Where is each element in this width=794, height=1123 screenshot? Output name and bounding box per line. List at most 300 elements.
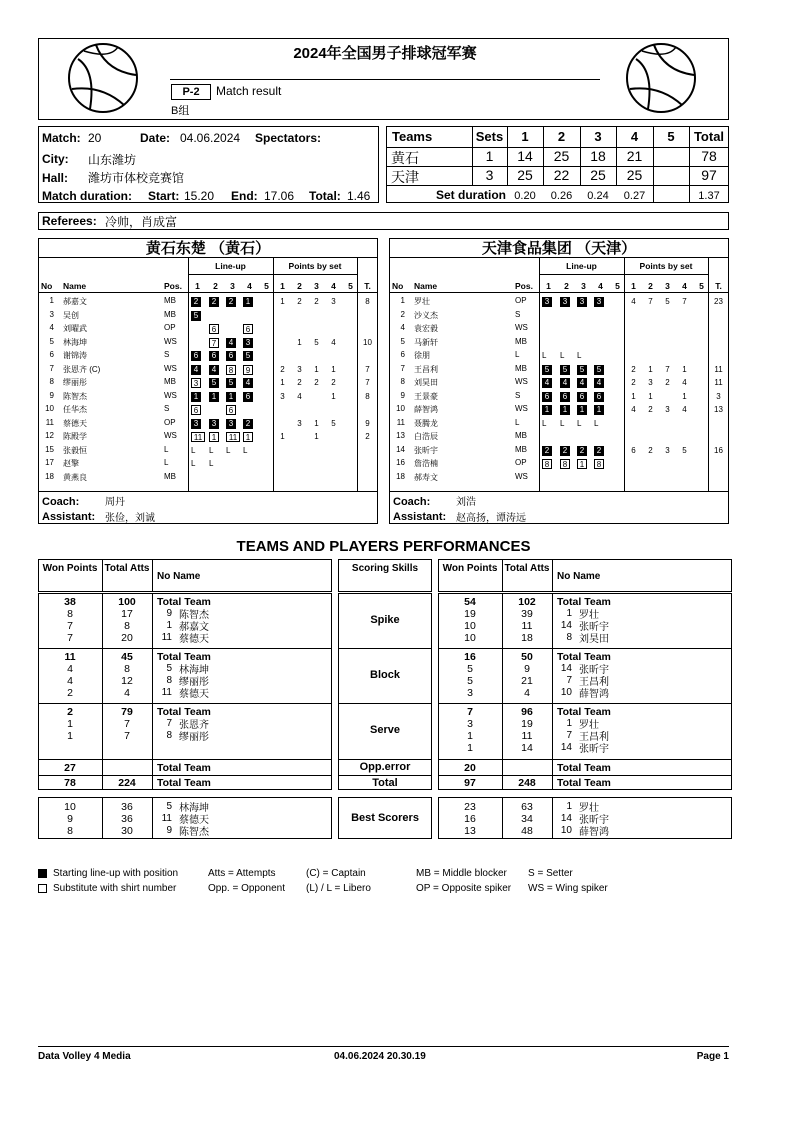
player-name: 蔡德天 (179, 634, 209, 645)
player-pos: WS (515, 323, 528, 332)
won-points: 7 (67, 632, 73, 644)
set-points: 1 (331, 391, 336, 401)
points-header: Points by set (288, 261, 342, 271)
score-sets: 1 (485, 148, 494, 164)
volleyball-icon-left (66, 41, 140, 115)
player-pos: OP (164, 323, 176, 332)
won-points: 4 (67, 663, 73, 675)
player-no: 1 (166, 620, 172, 631)
best-atts: 36 (121, 813, 133, 825)
player-total: 10 (363, 337, 372, 347)
set-points: 2 (297, 378, 302, 387)
skill-name: Serve (370, 724, 400, 736)
best-atts: 30 (121, 825, 133, 837)
score-header: Sets (475, 129, 504, 144)
lineup-mark: 2 (577, 446, 587, 456)
city-label: City: (42, 152, 69, 166)
team-name: 天津食品集团 （天津） (481, 240, 637, 257)
header-mid-rule (539, 274, 709, 275)
lineup-mark: 6 (226, 405, 236, 415)
total-rule (338, 775, 432, 776)
player-total: 8 (365, 297, 370, 306)
score-header: 2 (557, 129, 566, 144)
lineup-mark: 2 (594, 446, 604, 456)
set-points: 7 (665, 364, 670, 374)
opp-a-label: Total Team (157, 762, 211, 774)
set-points: 1 (280, 378, 285, 387)
legend-s: S = Setter (528, 868, 573, 879)
total-atts: 4 (124, 687, 130, 699)
player-no: 14 (396, 444, 405, 454)
set-duration: 0.20 (514, 190, 536, 202)
player-pos: L (164, 444, 169, 454)
lineup-mark: L (542, 351, 547, 360)
player-pos: L (164, 458, 169, 467)
lineup-mark: 5 (209, 378, 219, 388)
set-points: 1 (631, 391, 636, 401)
total-team-label: Total Team (557, 596, 611, 608)
player-no: 17 (45, 458, 54, 467)
match-date: 04.06.2024 (180, 131, 241, 145)
player-no: 11 (45, 417, 54, 427)
lineup-mark: 1 (594, 405, 604, 415)
player-pos: MB (515, 336, 527, 346)
lineup-mark: 11 (226, 432, 240, 442)
lineup-mark: 3 (209, 419, 219, 429)
set-points: 1 (314, 418, 319, 428)
lineup-mark: 3 (191, 378, 201, 388)
set-points: 4 (631, 297, 636, 306)
header-bottom-rule (38, 292, 378, 293)
player-name: 张恩齐 (C) (63, 364, 101, 374)
player-no: 10 (396, 404, 405, 413)
player-pos: MB (164, 309, 176, 319)
player-name: 罗壮 (414, 297, 430, 306)
set-points: 2 (648, 445, 653, 455)
player-name: 聂腾龙 (414, 418, 438, 428)
best-player-name: 薛智鸿 (579, 827, 609, 838)
lineup-mark: 2 (209, 297, 219, 307)
header-won-points: Won Points (442, 563, 498, 574)
total-atts: 7 (124, 718, 130, 730)
best-player-no: 1 (566, 801, 572, 812)
lineup-mark: L (560, 351, 565, 360)
lineup-mark: L (542, 418, 547, 428)
lineup-mark: 1 (243, 297, 253, 307)
coach-name: 刘浩 (456, 497, 476, 508)
won-points: 4 (67, 675, 73, 687)
legend-op: OP = Opposite spiker (416, 883, 512, 894)
skill-rule (438, 703, 732, 704)
lineup-mark: 5 (560, 365, 570, 375)
perf-header-col (552, 559, 553, 592)
player-name: 吴创 (63, 310, 79, 320)
legend-filled-square-icon (38, 869, 47, 878)
legend-substitute: Substitute with shirt number (53, 883, 177, 894)
lineup-set-no: 4 (598, 281, 603, 291)
player-name: 郝寿文 (414, 472, 438, 482)
player-no: 5 (166, 663, 172, 674)
col-total: T. (715, 281, 722, 291)
total-a-atts: 224 (118, 777, 136, 789)
set-points: 5 (665, 297, 670, 306)
score-header: 5 (667, 129, 675, 144)
score-sets: 3 (485, 167, 494, 183)
total-rule (38, 775, 332, 776)
set-points: 1 (682, 391, 687, 401)
player-name: 郝嘉文 (179, 622, 209, 633)
opp-b-won: 20 (464, 762, 476, 774)
legend-mb: MB = Middle blocker (416, 868, 507, 879)
total-atts: 9 (524, 663, 530, 675)
best-won: 16 (464, 813, 476, 825)
set-duration-total: 1.37 (698, 190, 720, 202)
player-name: 蔡德天 (179, 689, 209, 700)
player-no: 2 (400, 309, 405, 319)
won-points: 11 (64, 651, 76, 663)
header-no-name: No Name (557, 571, 601, 582)
skill-rule (38, 703, 332, 704)
report-subtitle: Match result (216, 84, 282, 98)
player-no: 5 (400, 336, 405, 346)
total-atts: 39 (521, 608, 533, 620)
player-name: 陈智杰 (63, 391, 87, 401)
won-points: 3 (467, 687, 473, 699)
score-set-points: 22 (553, 167, 570, 183)
total-atts: 100 (118, 596, 136, 608)
lineup-mark: 1 (542, 405, 552, 415)
won-points: 19 (464, 608, 476, 620)
total-b-label: Total Team (557, 777, 611, 789)
won-points: 8 (67, 608, 73, 620)
points-set-no: 3 (314, 281, 319, 291)
player-pos: MB (164, 377, 176, 386)
player-name: 赵擎 (63, 459, 79, 468)
player-no: 7 (166, 718, 172, 729)
points-set-no: 1 (631, 281, 636, 291)
legend-ws: WS = Wing spiker (528, 883, 608, 894)
total-value: 1.46 (347, 189, 371, 203)
set-points: 3 (331, 297, 336, 306)
skill-rule (338, 648, 432, 649)
set-points: 1 (331, 364, 336, 374)
player-no: 7 (49, 363, 54, 373)
player-name: 谢锦涛 (63, 351, 87, 360)
lineup-mark: L (577, 418, 582, 428)
score-set-points: 25 (590, 167, 606, 183)
page-title: 2024年全国男子排球冠军赛 (293, 45, 477, 62)
lineup-mark: 3 (542, 297, 552, 307)
total-atts: 17 (121, 608, 133, 620)
opp-rule (38, 759, 332, 760)
player-no: 8 (166, 675, 172, 686)
lineup-mark: 4 (560, 378, 570, 388)
player-no: 6 (400, 350, 405, 359)
won-points: 5 (467, 675, 473, 687)
set-points: 2 (331, 378, 336, 387)
lineup-mark: L (226, 445, 231, 455)
won-points: 2 (67, 687, 73, 699)
perf-body-col (152, 593, 153, 790)
total-atts: 11 (521, 620, 533, 632)
lineup-mark: 11 (191, 432, 205, 442)
col-no: No (392, 281, 404, 291)
total-atts: 11 (521, 730, 533, 742)
hall-label: Hall: (42, 171, 69, 185)
report-code: P-2 (171, 84, 211, 100)
lineup-mark: 6 (243, 324, 253, 334)
col-total: T. (364, 281, 371, 291)
points-set-no: 5 (699, 281, 704, 291)
score-header: Total (693, 129, 725, 144)
won-points: 2 (67, 706, 73, 718)
start-value: 15.20 (184, 189, 215, 203)
lineup-set-no: 3 (581, 281, 586, 291)
lineup-mark: L (577, 351, 582, 360)
lineup-mark: 1 (209, 432, 219, 442)
set-points: 7 (682, 297, 687, 306)
header-mid-rule (188, 274, 358, 275)
legend-starting: Starting line-up with position (53, 868, 179, 879)
set-points: 4 (682, 378, 687, 387)
set-points: 1 (314, 432, 319, 441)
lineup-mark: 5 (542, 365, 552, 375)
score-header: Teams (392, 129, 433, 144)
start-label: Start: (148, 189, 180, 203)
set-points: 6 (631, 445, 636, 455)
player-name: 刘昊田 (414, 378, 438, 387)
legend-captain: (C) = Captain (306, 868, 366, 879)
total-atts: 19 (521, 718, 533, 730)
player-no: 9 (166, 608, 172, 619)
set-points: 2 (665, 378, 670, 387)
points-set-no: 4 (331, 281, 336, 291)
won-points: 3 (467, 718, 473, 730)
player-name: 林海坤 (63, 337, 87, 347)
player-total: 8 (365, 391, 370, 401)
volleyball-icon-right (624, 41, 698, 115)
player-name: 张昕宇 (579, 744, 609, 755)
player-pos: MB (164, 471, 176, 481)
player-name: 刘昊田 (579, 634, 609, 645)
won-points: 5 (467, 663, 473, 675)
lineup-mark: 3 (560, 297, 570, 307)
lineup-mark: 7 (209, 338, 219, 348)
player-pos: WS (515, 404, 528, 413)
won-points: 16 (464, 651, 476, 663)
total-atts: 20 (121, 632, 133, 644)
player-no: 18 (45, 471, 54, 481)
player-no: 5 (49, 336, 54, 346)
set-duration: 0.24 (587, 190, 609, 202)
player-no: 8 (166, 730, 172, 741)
score-set-points: 21 (626, 148, 643, 164)
team-name: 黄石东楚 （黄石） (145, 240, 271, 257)
player-name: 薛智鸿 (414, 405, 438, 414)
lineup-mark: L (209, 445, 214, 455)
player-pos: WS (515, 471, 528, 481)
player-pos: WS (164, 363, 177, 373)
score-set-points: 14 (517, 148, 533, 164)
player-no: 7 (400, 363, 405, 373)
player-no: 9 (49, 390, 54, 400)
opp-a-won: 27 (64, 762, 76, 774)
duration-label: Match duration: (42, 189, 132, 203)
player-name: 林海坤 (179, 665, 209, 676)
player-name: 王昌利 (579, 677, 609, 688)
player-pos: OP (515, 458, 527, 467)
player-no: 11 (396, 417, 405, 427)
best-player-name: 陈智杰 (179, 827, 209, 838)
lineup-mark: 1 (560, 405, 570, 415)
lineup-header: Line-up (215, 261, 246, 271)
col-pos: Pos. (164, 281, 182, 291)
player-name: 罗壮 (579, 720, 599, 731)
total-atts: 50 (521, 651, 533, 663)
player-name: 陈智杰 (179, 610, 209, 621)
score-set-points: 18 (590, 148, 606, 164)
player-total: 16 (714, 445, 723, 455)
skill-rule (38, 648, 332, 649)
player-name: 王景豪 (414, 391, 438, 401)
player-no: 15 (45, 444, 54, 454)
player-pos: WS (164, 390, 177, 400)
perf-body-col (552, 593, 553, 790)
coach-rule (38, 491, 378, 492)
lineup-mark: 5 (226, 378, 236, 388)
points-header: Points by set (639, 261, 693, 271)
lineup-mark: 6 (209, 324, 219, 334)
player-name: 徐朋 (414, 351, 430, 360)
lineup-mark: 8 (560, 459, 570, 469)
won-points: 38 (64, 596, 76, 608)
total-atts: 8 (124, 663, 130, 675)
lineup-mark: 4 (243, 378, 253, 388)
points-set-no: 4 (682, 281, 687, 291)
score-header: 1 (521, 129, 529, 144)
lineup-mark: 6 (577, 392, 587, 402)
score-set-points: 25 (517, 167, 533, 183)
footer-date: 04.06.2024 20.30.19 (334, 1051, 426, 1062)
player-no: 13 (396, 431, 405, 440)
set-points: 1 (297, 337, 302, 347)
player-no: 14 (560, 742, 572, 753)
points-set-no: 1 (280, 281, 285, 291)
player-pos: WS (164, 336, 177, 346)
player-pos: L (515, 350, 520, 359)
total-a-won: 78 (64, 777, 76, 789)
lineup-mark: L (594, 418, 599, 428)
group-label: B组 (171, 105, 190, 117)
set-points: 4 (297, 391, 302, 401)
player-name: 郝嘉文 (63, 297, 87, 306)
coach-label: Coach: (393, 496, 431, 508)
best-won: 10 (64, 801, 76, 813)
player-name: 袁宏毅 (414, 324, 438, 333)
total-atts: 18 (521, 632, 533, 644)
player-name: 沙义杰 (414, 310, 438, 320)
player-name: 王昌利 (579, 732, 609, 743)
best-won: 13 (464, 825, 476, 837)
won-points: 10 (464, 620, 476, 632)
player-no: 4 (400, 323, 405, 332)
lineup-mark: 1 (226, 392, 236, 402)
player-no: 1 (566, 608, 572, 619)
lineup-mark: 5 (594, 365, 604, 375)
lineup-mark: 8 (542, 459, 552, 469)
best-col (552, 797, 553, 839)
best-player-no: 10 (560, 825, 572, 836)
set-duration: 0.26 (550, 190, 573, 202)
score-team-name: 黄石 (391, 150, 419, 166)
player-name: 刘曜武 (63, 324, 87, 333)
skill-name: Spike (370, 613, 400, 626)
won-points: 10 (464, 632, 476, 644)
header-bottom-rule (389, 292, 729, 293)
lineup-mark: 2 (542, 446, 552, 456)
lineup-mark: L (191, 445, 196, 455)
best-won: 8 (67, 825, 73, 837)
team-name-rule (38, 257, 378, 258)
skill-rule (338, 703, 432, 704)
player-name: 张昕宇 (414, 445, 438, 455)
player-name: 薛智鸿 (579, 689, 609, 700)
total-team-label: Total Team (557, 706, 611, 718)
player-name: 任华杰 (63, 405, 87, 414)
player-pos: L (515, 417, 520, 427)
set-points: 3 (280, 391, 285, 401)
end-value: 17.06 (264, 189, 295, 203)
opp-error-label: Opp.error (359, 761, 411, 773)
set-points: 7 (648, 297, 653, 306)
best-atts: 48 (521, 825, 533, 837)
set-points: 2 (314, 297, 319, 306)
match-label: Match: (42, 131, 81, 145)
opp-b-label: Total Team (557, 762, 611, 774)
assistant-label: Assistant: (393, 511, 447, 523)
player-no: 1 (49, 296, 54, 305)
player-name: 詹浩楠 (414, 459, 438, 468)
set-duration-label: Set duration (435, 188, 506, 202)
total-b-won: 97 (464, 777, 476, 789)
lineup-mark: 2 (560, 446, 570, 456)
player-no: 12 (45, 431, 54, 440)
player-no: 14 (560, 663, 572, 674)
player-total: 3 (716, 391, 721, 401)
opp-rule (338, 759, 432, 760)
won-points: 7 (467, 706, 473, 718)
points-set-no: 2 (297, 281, 302, 291)
lineup-mark: 6 (542, 392, 552, 402)
set-points: 3 (665, 405, 670, 414)
lineup-mark: 3 (191, 419, 201, 429)
total-team-label: Total Team (157, 596, 211, 608)
lineup-mark: 2 (191, 297, 201, 307)
player-pos: MB (515, 431, 527, 440)
footer-left: Data Volley 4 Media (38, 1051, 131, 1062)
set-points: 1 (280, 432, 285, 441)
team-name-rule (389, 257, 729, 258)
legend-atts: Atts = Attempts (208, 868, 276, 879)
lineup-set-no: 1 (195, 281, 200, 291)
match-number: 20 (88, 131, 102, 145)
referees-value: 冷帅，肖成富 (105, 215, 178, 229)
lineup-mark: 2 (226, 297, 236, 307)
col-pos: Pos. (515, 281, 533, 291)
lineup-set-no: 4 (247, 281, 252, 291)
player-total: 2 (365, 432, 370, 441)
spectators-label: Spectators: (255, 131, 322, 145)
